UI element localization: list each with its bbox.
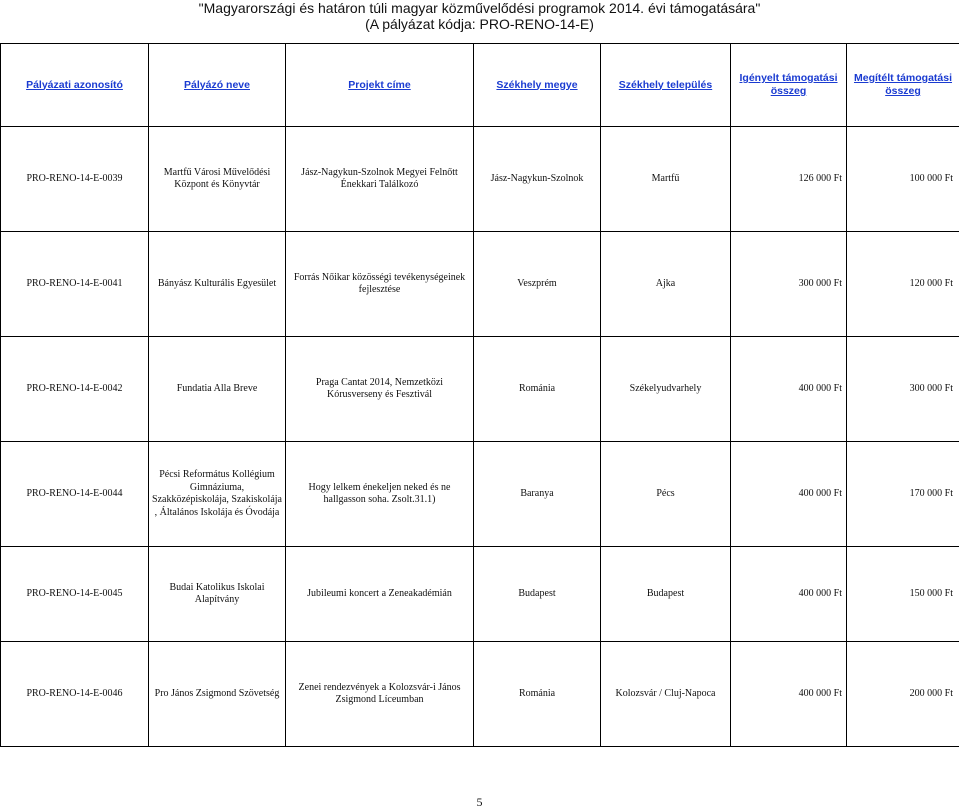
cell-requested: 400 000 Ft <box>731 442 847 547</box>
cell-awarded: 150 000 Ft <box>847 547 959 642</box>
cell-requested: 400 000 Ft <box>731 547 847 642</box>
cell-town: Ajka <box>601 232 731 337</box>
cell-awarded: 170 000 Ft <box>847 442 959 547</box>
document-title <box>0 0 959 32</box>
cell-requested: 400 000 Ft <box>731 642 847 747</box>
cell-project: Forrás Nőikar közösségi tevékenységeinek fejlesztése <box>286 232 474 337</box>
cell-requested: 400 000 Ft <box>731 337 847 442</box>
cell-id: PRO-RENO-14-E-0046 <box>1 642 149 747</box>
cell-applicant: Pro János Zsigmond Szövetség <box>149 642 286 747</box>
table-row <box>1 642 959 747</box>
cell-project: Jász-Nagykun-Szolnok Megyei Felnőtt Énekkari Találkozó <box>286 127 474 232</box>
table-row <box>1 337 959 442</box>
cell-id: PRO-RENO-14-E-0041 <box>1 232 149 337</box>
cell-county: Románia <box>474 337 601 442</box>
header-id: Pályázati azonosító <box>1 44 149 127</box>
cell-project: Hogy lelkem énekeljen neked és ne hallgasson soha. Zsolt.31.1) <box>286 442 474 547</box>
cell-town: Martfű <box>601 127 731 232</box>
cell-applicant: Budai Katolikus Iskolai Alapítvány <box>149 547 286 642</box>
header-project: Projekt címe <box>286 44 474 127</box>
header-row <box>1 44 959 127</box>
table-row <box>1 127 959 232</box>
cell-town: Kolozsvár / Cluj-Napoca <box>601 642 731 747</box>
title-line-2: (A pályázat kódja: PRO-RENO-14-E) <box>0 16 959 32</box>
cell-applicant: Martfű Városi Művelődési Központ és Könyvtár <box>149 127 286 232</box>
header-awarded: Megítélt támogatási összeg <box>847 44 959 127</box>
cell-awarded: 300 000 Ft <box>847 337 959 442</box>
cell-awarded: 200 000 Ft <box>847 642 959 747</box>
table-row <box>1 547 959 642</box>
header-requested: Igényelt támogatási összeg <box>731 44 847 127</box>
cell-town: Pécs <box>601 442 731 547</box>
header-applicant: Pályázó neve <box>149 44 286 127</box>
page-number: 5 <box>0 795 959 810</box>
title-line-1: "Magyarországi és határon túli magyar közművelődési programok 2014. évi támogatására" <box>0 0 959 16</box>
table-row <box>1 232 959 337</box>
cell-awarded: 120 000 Ft <box>847 232 959 337</box>
cell-id: PRO-RENO-14-E-0045 <box>1 547 149 642</box>
cell-applicant: Bányász Kulturális Egyesület <box>149 232 286 337</box>
cell-county: Jász-Nagykun-Szolnok <box>474 127 601 232</box>
cell-county: Baranya <box>474 442 601 547</box>
table-row <box>1 442 959 547</box>
grant-table <box>0 43 959 747</box>
cell-county: Románia <box>474 642 601 747</box>
cell-county: Veszprém <box>474 232 601 337</box>
cell-id: PRO-RENO-14-E-0044 <box>1 442 149 547</box>
cell-applicant: Pécsi Református Kollégium Gimnáziuma, Szakközépiskolája, Szakiskolája , Általános Iskolája és Óvodája <box>149 442 286 547</box>
cell-id: PRO-RENO-14-E-0039 <box>1 127 149 232</box>
cell-applicant: Fundatia Alla Breve <box>149 337 286 442</box>
header-county: Székhely megye <box>474 44 601 127</box>
cell-county: Budapest <box>474 547 601 642</box>
cell-town: Budapest <box>601 547 731 642</box>
cell-id: PRO-RENO-14-E-0042 <box>1 337 149 442</box>
cell-project: Jubileumi koncert a Zeneakadémián <box>286 547 474 642</box>
cell-project: Praga Cantat 2014, Nemzetközi Kórusverseny és Fesztivál <box>286 337 474 442</box>
header-town: Székhely település <box>601 44 731 127</box>
cell-town: Székelyudvarhely <box>601 337 731 442</box>
cell-requested: 126 000 Ft <box>731 127 847 232</box>
cell-requested: 300 000 Ft <box>731 232 847 337</box>
cell-project: Zenei rendezvények a Kolozsvár-i János Zsigmond Líceumban <box>286 642 474 747</box>
cell-awarded: 100 000 Ft <box>847 127 959 232</box>
